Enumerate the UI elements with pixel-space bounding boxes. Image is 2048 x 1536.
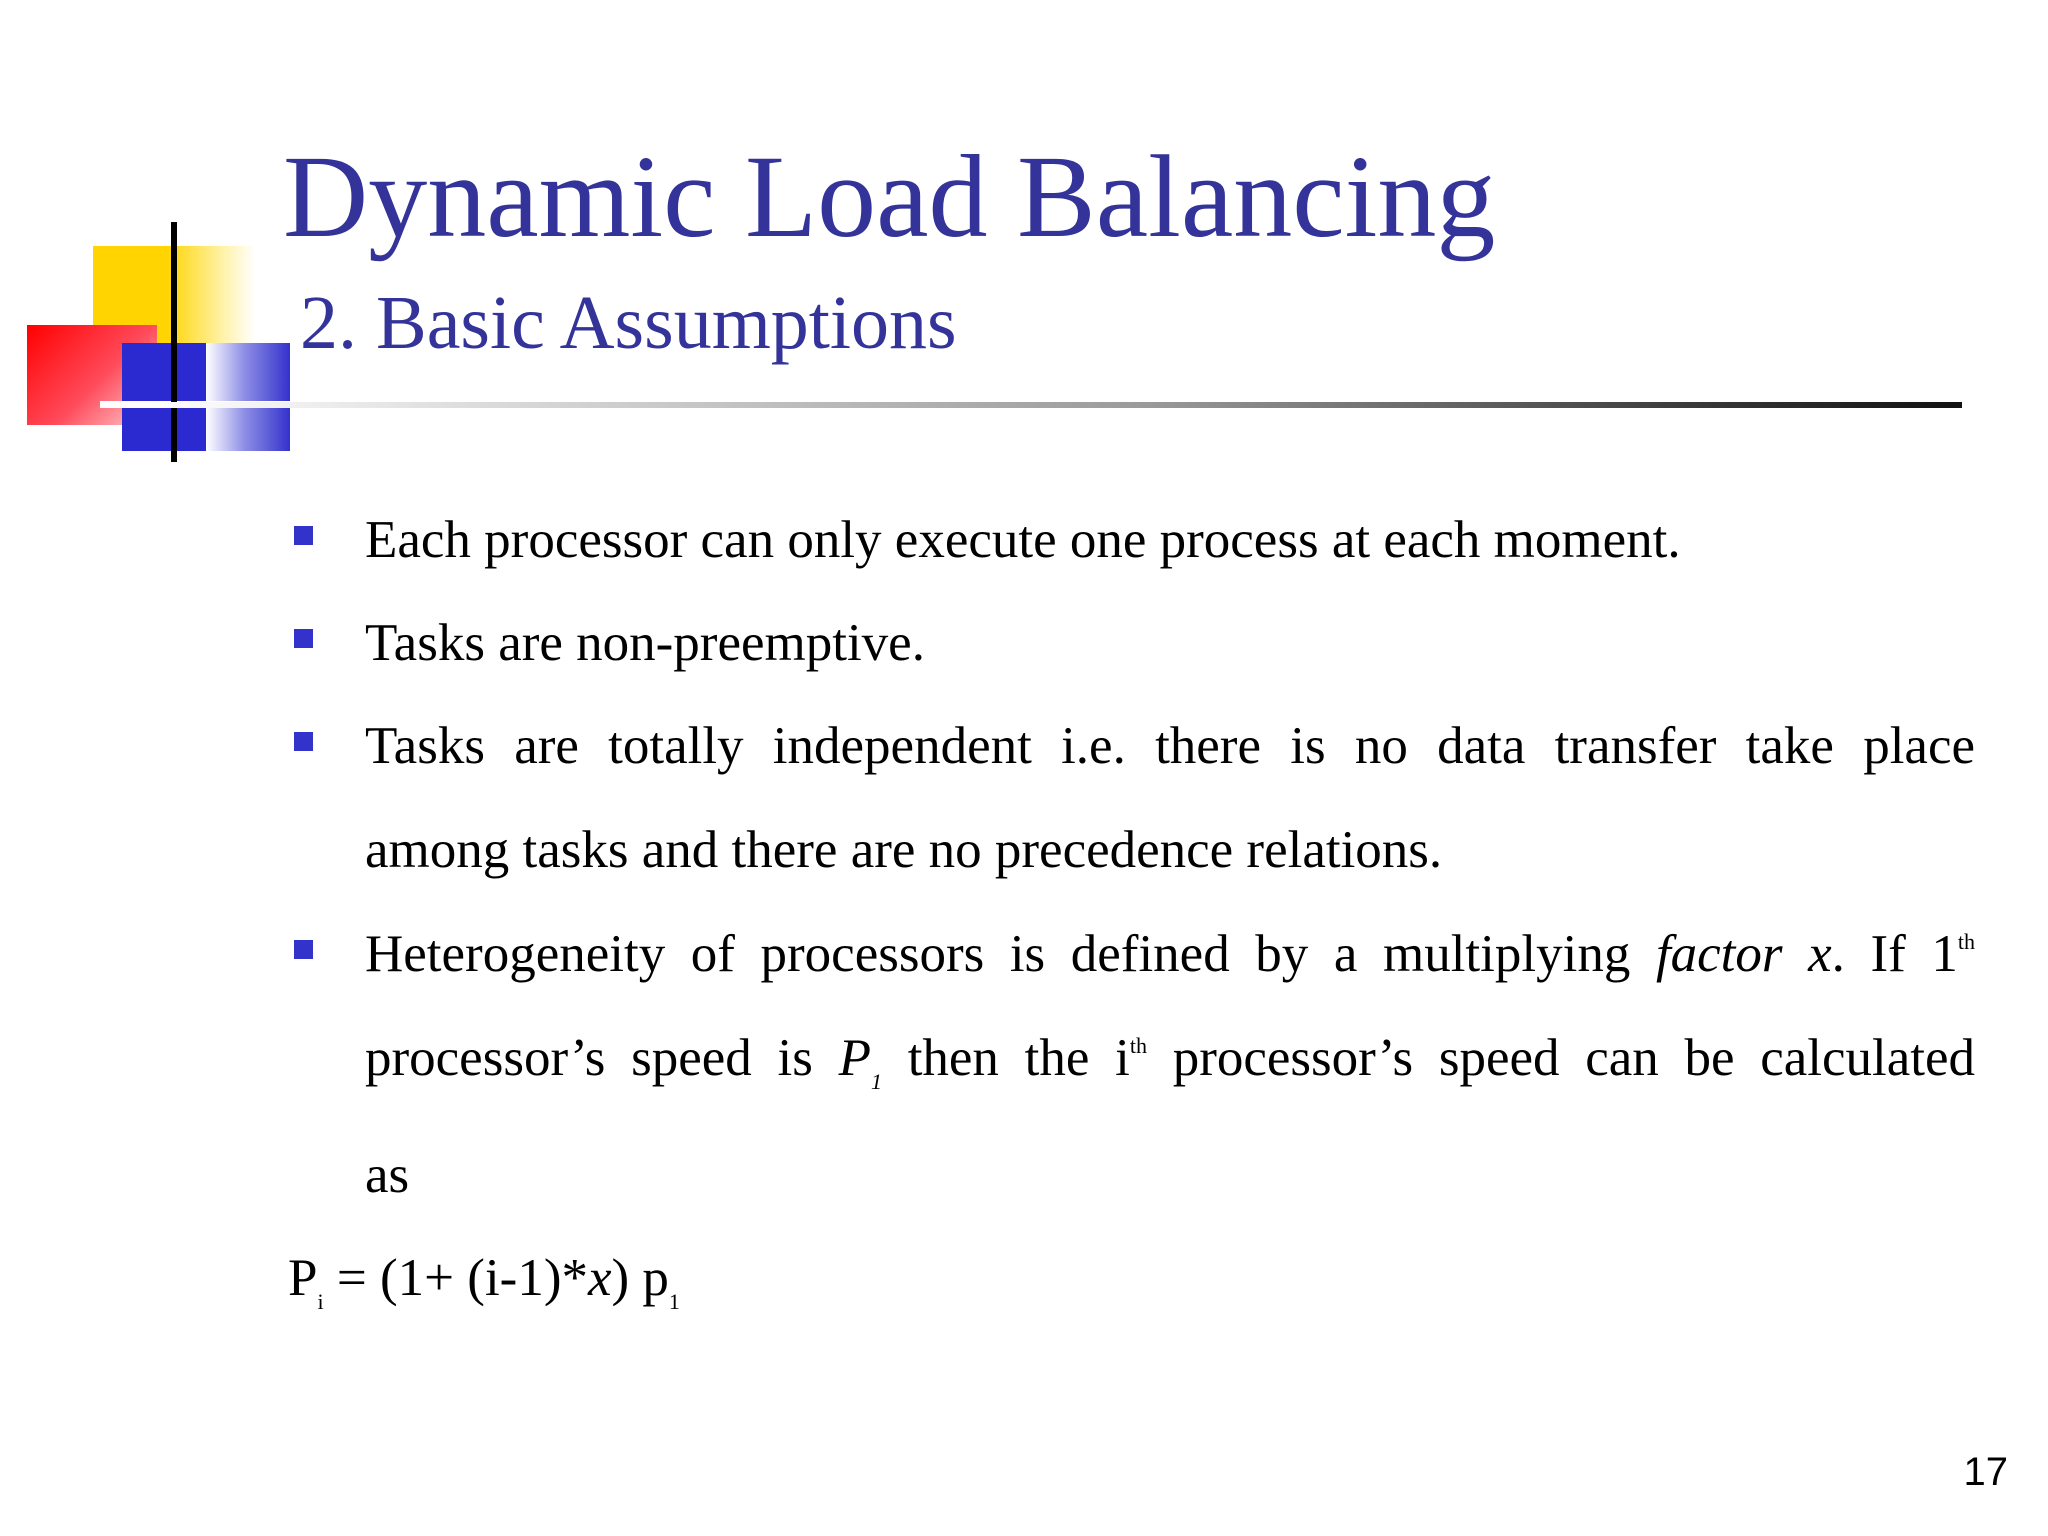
formula-p: P xyxy=(288,1249,318,1307)
formula-sub-i: i xyxy=(317,1289,324,1314)
formula-close: ) p xyxy=(611,1249,669,1307)
formula xyxy=(288,1248,680,1314)
bullet-marker xyxy=(294,526,313,545)
bullet-text: Tasks are non-preemptive. xyxy=(365,614,925,672)
text-segment: processor’s speed is xyxy=(365,1029,813,1087)
slide-subtitle: 2. Basic Assumptions xyxy=(300,281,957,365)
bullet-text-line: as xyxy=(365,1146,410,1204)
decorative-logo xyxy=(0,0,300,480)
text-segment: . If 1 xyxy=(1831,925,1958,983)
bullet-text: Each processor can only execute one process at each moment. xyxy=(365,511,1681,569)
text-segment: processor’s speed can be calculated xyxy=(1172,1029,1975,1087)
math-var xyxy=(838,1029,882,1094)
bullet-text-line: among tasks and there are no precedence relations. xyxy=(365,821,1443,879)
black-vertical-bar xyxy=(171,222,177,462)
text-part: then the i xyxy=(907,1029,1130,1087)
slide-title: Dynamic Load Balancing xyxy=(283,131,1496,262)
bullet-marker xyxy=(294,732,313,751)
formula-x: x xyxy=(587,1249,612,1307)
title-underline xyxy=(150,402,1962,408)
bullet-text-line: Tasks are totally independent i.e. there is no data transfer take place xyxy=(365,717,1975,775)
subscript: 1 xyxy=(870,1069,882,1094)
bullet-marker xyxy=(294,629,313,648)
formula-sub-1: 1 xyxy=(668,1289,680,1314)
text-segment xyxy=(908,1029,1147,1087)
page-number: 17 xyxy=(1963,1450,2008,1494)
italic-text: P xyxy=(838,1029,871,1087)
blue-gradient-square xyxy=(206,343,290,451)
bullet-marker xyxy=(294,940,313,959)
bullet-text-line xyxy=(365,924,1975,985)
text-segment: Heterogeneity of processors is defined by a multiplying xyxy=(365,925,1631,983)
superscript: th xyxy=(1957,929,1976,954)
formula-body: = (1+ (i-1)* xyxy=(336,1249,588,1307)
blue-square xyxy=(122,343,206,451)
bullet-text-line xyxy=(365,1028,1975,1094)
italic-text: factor x xyxy=(1655,925,1832,983)
superscript: th xyxy=(1129,1033,1147,1058)
